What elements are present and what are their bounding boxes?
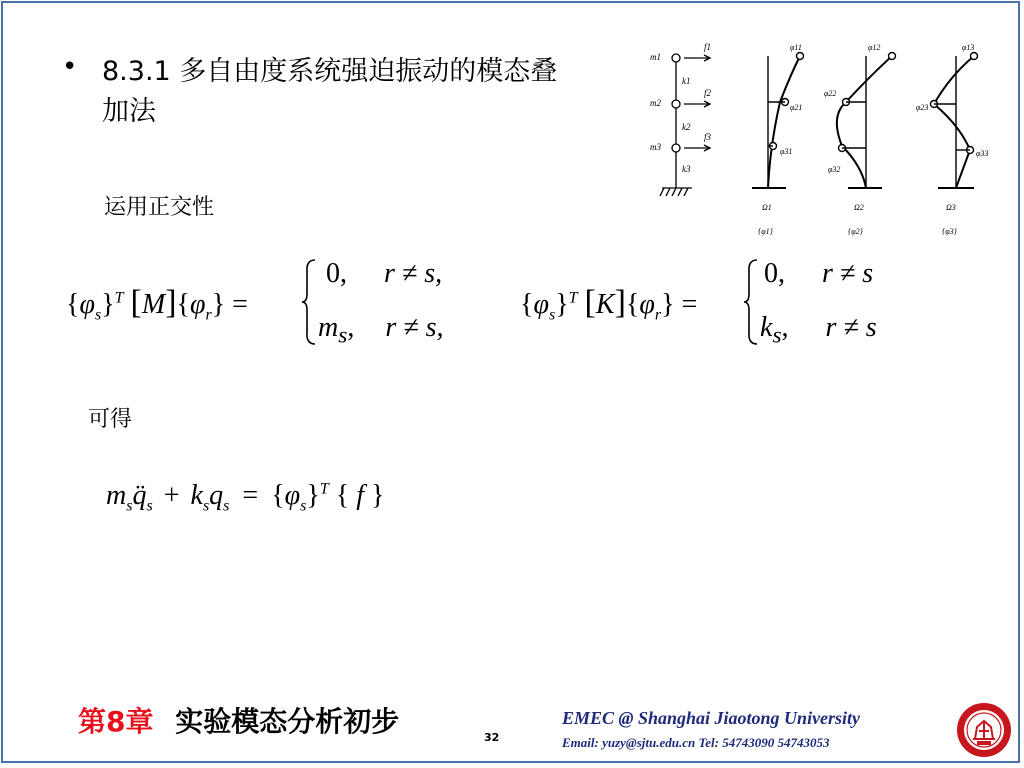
spring-label: k1 [682, 76, 691, 86]
mass-label: m2 [650, 98, 661, 108]
orthogonality-text: 运用正交性 [104, 195, 215, 220]
chapter-title: 第8章 实验模态分析初步 [78, 705, 400, 738]
mode-label: φ32 [828, 165, 841, 174]
mode-label: φ21 [790, 103, 803, 112]
stiffness-case-modal: $k_s$, r ≠ s [760, 312, 877, 349]
mode-label: φ11 [790, 43, 802, 52]
university-logo [955, 701, 1013, 759]
mode-2-shape [837, 53, 896, 189]
spring-label: k3 [682, 164, 691, 174]
mode-label: φ31 [780, 147, 793, 156]
mode-vector-label: {φ2} [848, 227, 863, 236]
omega-label: Ω3 [946, 203, 956, 212]
cases-brace [742, 258, 760, 346]
force-label: f1 [704, 42, 712, 52]
mode-label: φ33 [976, 149, 989, 158]
mass-label: m1 [650, 52, 661, 62]
mode-label: φ12 [868, 43, 881, 52]
org-line: EMEC @ Shanghai Jiaotong University [562, 708, 861, 728]
mode-label: φ13 [962, 43, 975, 52]
mass-case-modal: $m_s$, r ≠ s, [318, 312, 444, 349]
mode-1-shape [752, 53, 804, 189]
omega-label: Ω2 [854, 203, 864, 212]
mode-label: φ23 [916, 103, 929, 112]
contact-line: Email: yuzy@sjtu.edu.cn Tel: 54743090 54743053 [562, 735, 830, 750]
cases-brace [300, 258, 318, 346]
mode-3-shape [931, 53, 978, 189]
mode-vector-label: {φ3} [942, 227, 957, 236]
obtain-text: 可得 [88, 407, 133, 432]
mass-case-zero: 0, r ≠ s, [326, 258, 443, 289]
force-label: f3 [704, 132, 712, 142]
page-number: 32 [484, 731, 500, 744]
mode-label: φ22 [824, 89, 837, 98]
mode-vector-label: {φ1} [758, 227, 773, 236]
modal-equation: $m_sq̈_s + k_sq_s = \{\varphi_s\}^T$ { f } [106, 480, 385, 515]
mass-orthogonality-lhs: $\{\varphi_s\}^T$ $[M]\{\varphi_r\}$ = [66, 284, 248, 324]
force-label: f2 [704, 88, 712, 98]
mass-label: m3 [650, 142, 661, 152]
mode-shape-figure [640, 36, 1010, 246]
omega-label: Ω1 [762, 203, 772, 212]
bullet-mark: • [62, 52, 78, 82]
section-title: 8.3.1 多自由度系统强迫振动的模态叠加法 [102, 56, 558, 127]
stiffness-orthogonality-lhs: $\{\varphi_s\}^T$ $[K]\{\varphi_r\}$ = [520, 284, 698, 324]
spring-label: k2 [682, 122, 691, 132]
stiffness-case-zero: 0, r ≠ s [764, 258, 874, 289]
